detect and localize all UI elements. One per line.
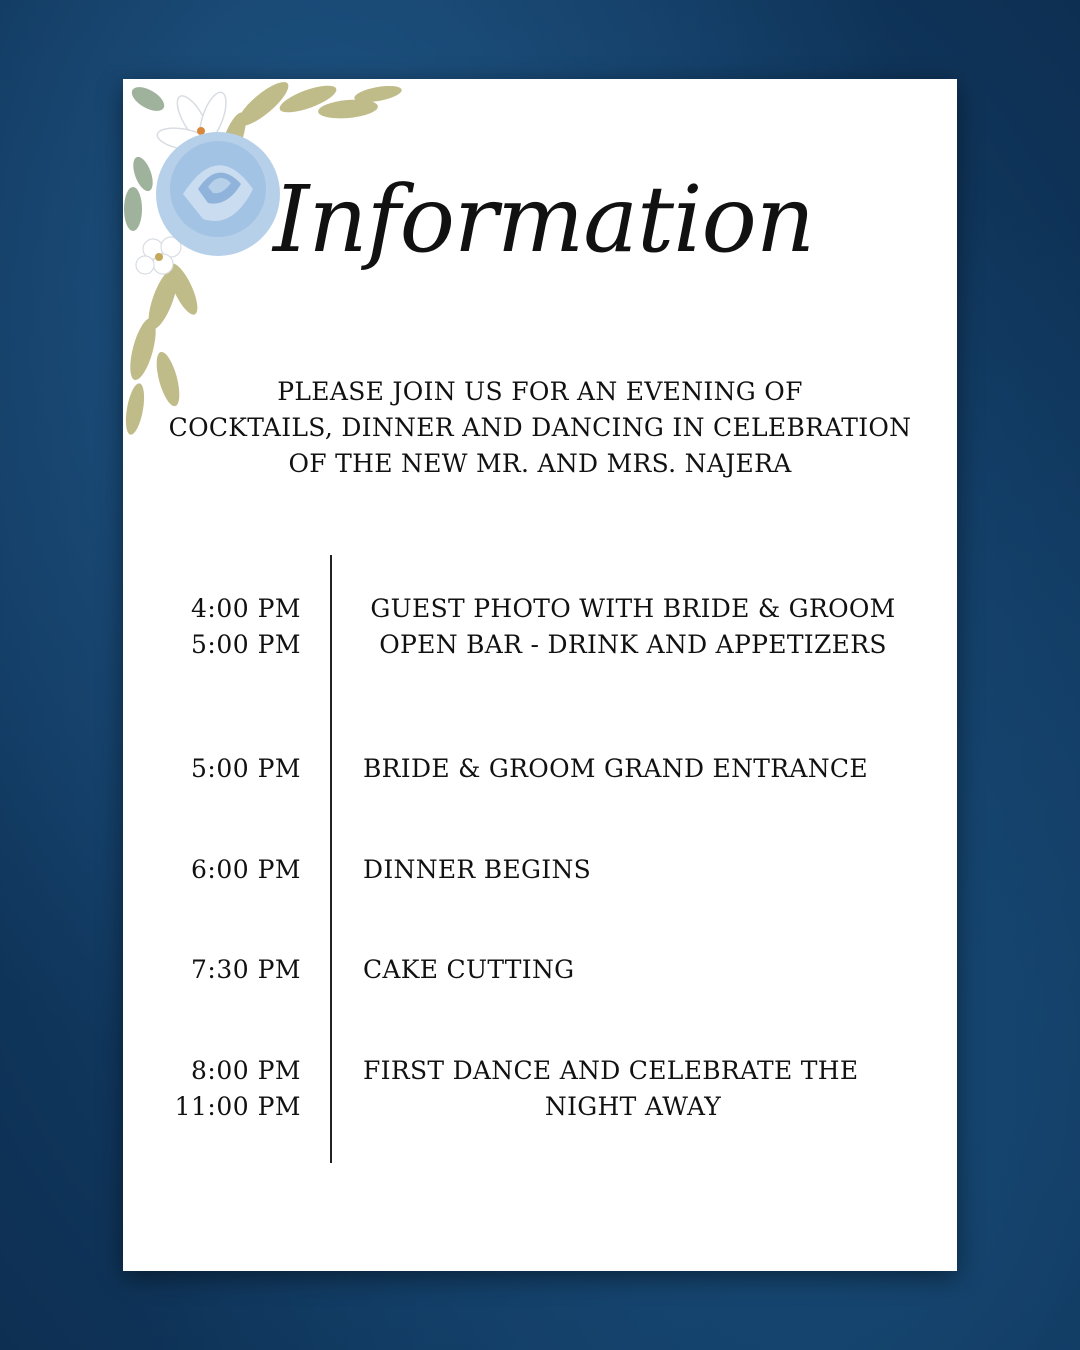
schedule-description [363, 751, 923, 787]
schedule-time: 5:00 PM [190, 630, 301, 659]
schedule-times [123, 952, 301, 988]
schedule-desc-line: BRIDE & GROOM GRAND ENTRANCE [363, 754, 868, 783]
schedule-time: 8:00 PM [190, 1056, 301, 1085]
invitation-card [123, 79, 957, 1271]
schedule-times [123, 751, 301, 787]
schedule-desc-line: FIRST DANCE AND CELEBRATE THE [363, 1056, 859, 1085]
schedule-description [363, 1053, 903, 1125]
schedule-description [363, 591, 903, 663]
intro-line: OF THE NEW MR. AND MRS. NAJERA [288, 449, 792, 478]
schedule-time: 4:00 PM [190, 594, 301, 623]
schedule-time: 6:00 PM [190, 855, 301, 884]
schedule-times [123, 1053, 301, 1125]
intro-line: PLEASE JOIN US FOR AN EVENING OF [277, 377, 803, 406]
schedule-description [363, 952, 923, 988]
timeline-divider [330, 555, 332, 1163]
schedule-desc-line: NIGHT AWAY [544, 1092, 722, 1121]
schedule-desc-line: GUEST PHOTO WITH BRIDE & GROOM [370, 594, 896, 623]
schedule-times [123, 852, 301, 888]
page-title: Information [273, 166, 815, 273]
schedule-time: 7:30 PM [190, 955, 301, 984]
schedule-time: 11:00 PM [174, 1092, 301, 1121]
intro-line: COCKTAILS, DINNER AND DANCING IN CELEBRATION [168, 413, 912, 442]
schedule-description [363, 852, 923, 888]
intro-text [143, 374, 937, 482]
schedule-time: 5:00 PM [190, 754, 301, 783]
schedule-desc-line: OPEN BAR - DRINK AND APPETIZERS [379, 630, 887, 659]
schedule-desc-line: DINNER BEGINS [363, 855, 592, 884]
schedule-desc-line: CAKE CUTTING [363, 955, 575, 984]
schedule-times [123, 591, 301, 663]
